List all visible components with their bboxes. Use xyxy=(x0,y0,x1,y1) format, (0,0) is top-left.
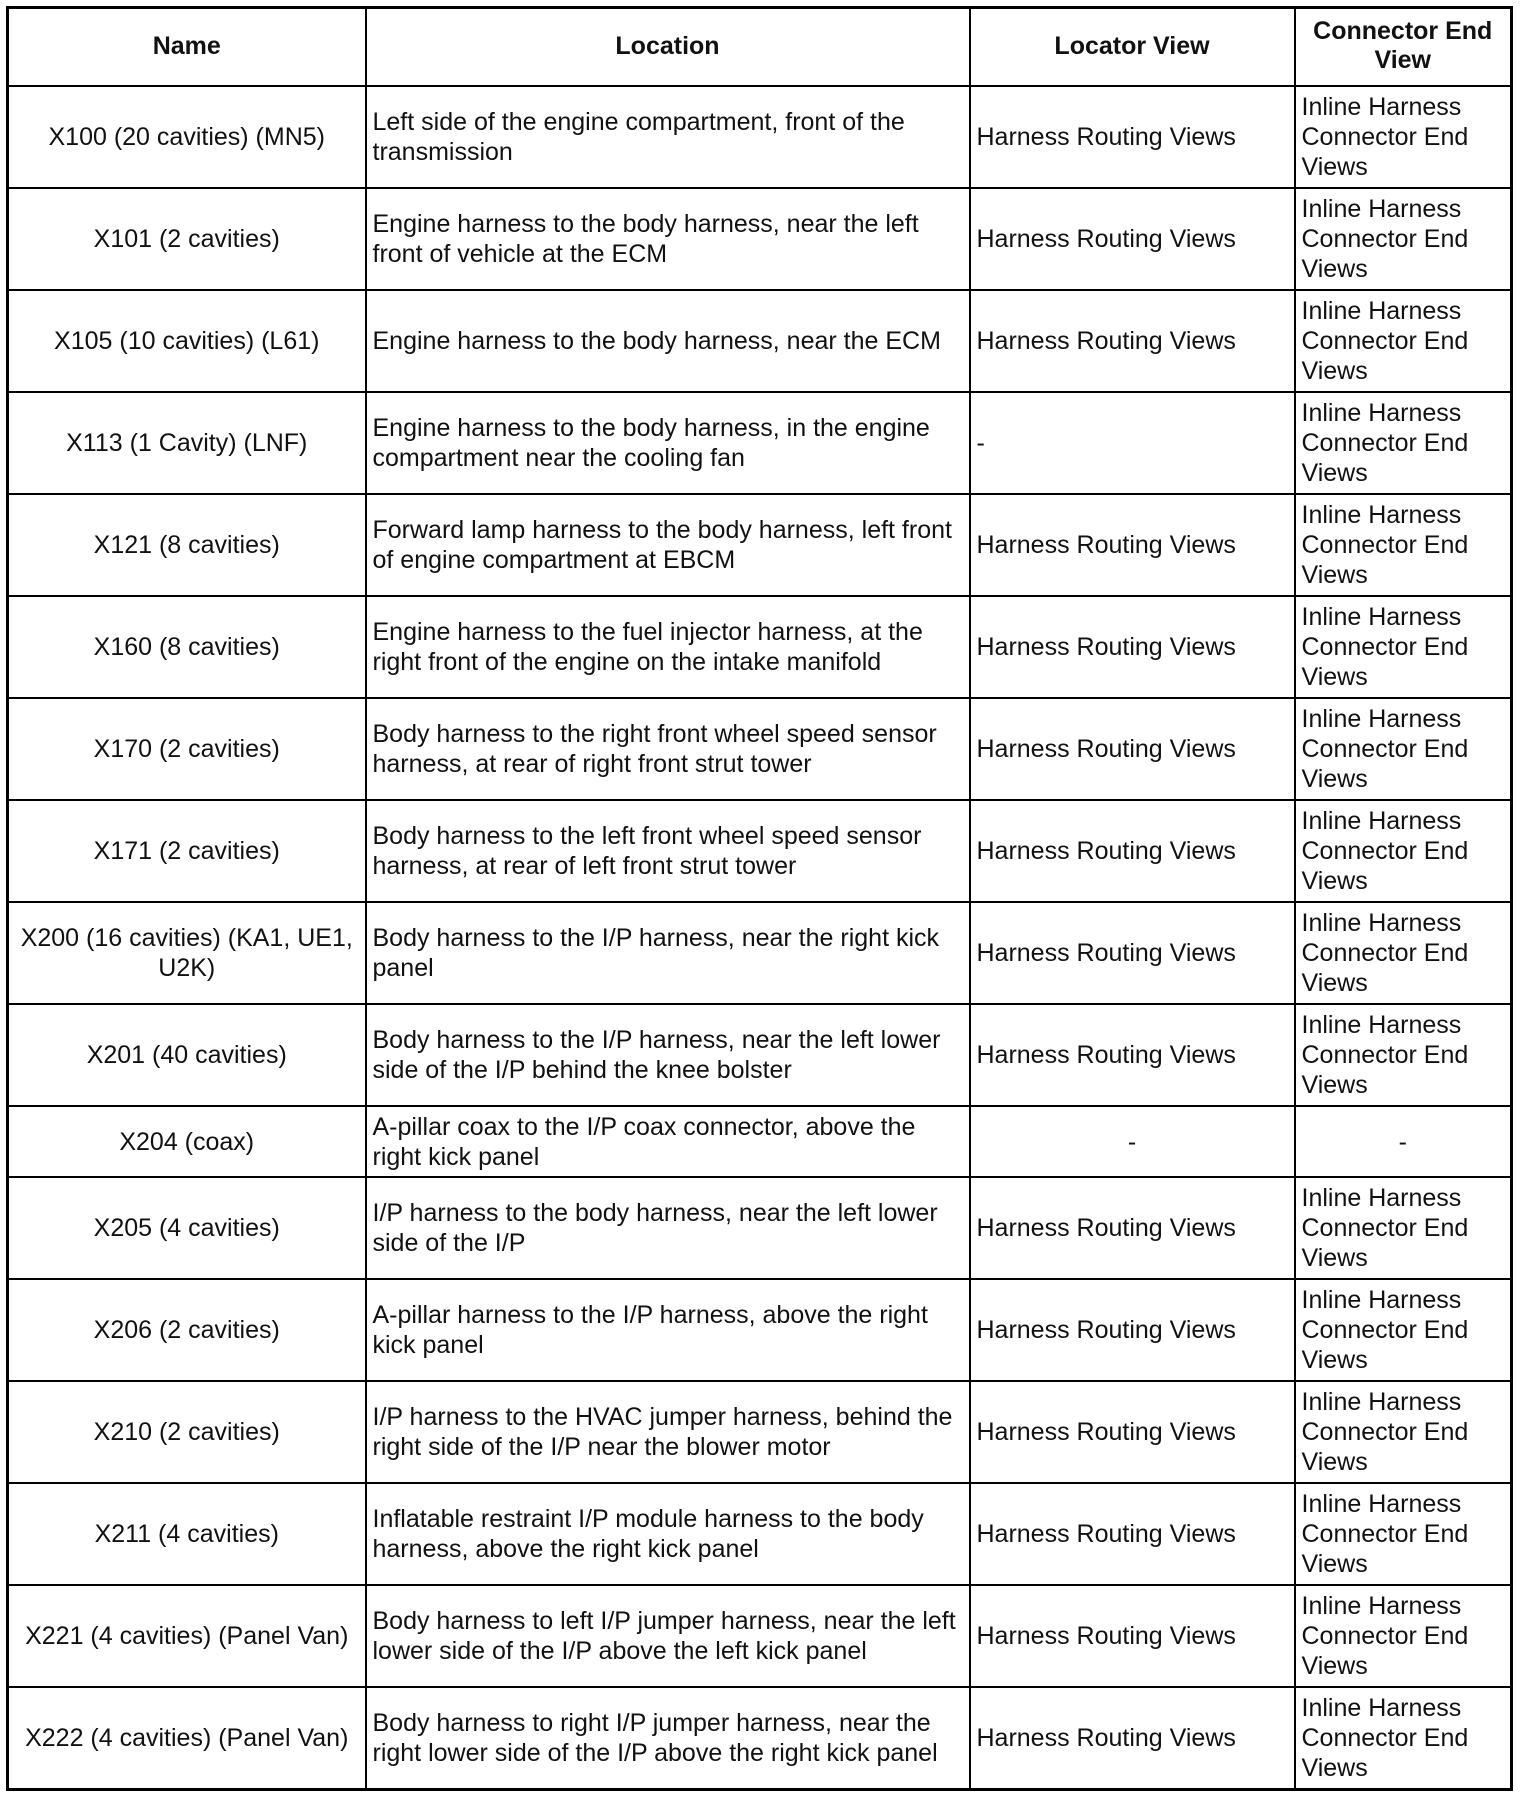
cell-name: X170 (2 cavities) xyxy=(8,698,366,800)
cell-locator-view: Harness Routing Views xyxy=(970,1279,1295,1381)
table-row xyxy=(8,188,1512,290)
cell-locator-view: - xyxy=(970,392,1295,494)
cell-name: X210 (2 cavities) xyxy=(8,1381,366,1483)
table-row xyxy=(8,1106,1512,1177)
cell-locator-view: Harness Routing Views xyxy=(970,1177,1295,1279)
cell-locator-view: Harness Routing Views xyxy=(970,596,1295,698)
cell-locator-view: Harness Routing Views xyxy=(970,1004,1295,1106)
cell-location: Engine harness to the body harness, near the left front of vehicle at the ECM xyxy=(366,188,970,290)
cell-connector-end-view: Inline Harness Connector End Views xyxy=(1295,1279,1512,1381)
cell-location: Body harness to the I/P harness, near the left lower side of the I/P behind the knee bolster xyxy=(366,1004,970,1106)
cell-locator-view: Harness Routing Views xyxy=(970,188,1295,290)
cell-name: X200 (16 cavities) (KA1, UE1, U2K) xyxy=(8,902,366,1004)
cell-locator-view: Harness Routing Views xyxy=(970,1381,1295,1483)
cell-connector-end-view: Inline Harness Connector End Views xyxy=(1295,494,1512,596)
table-row xyxy=(8,1381,1512,1483)
header-connector-end-view: Connector End View xyxy=(1295,8,1512,87)
cell-locator-view: Harness Routing Views xyxy=(970,290,1295,392)
cell-location: Engine harness to the fuel injector harness, at the right front of the engine on the intake manifold xyxy=(366,596,970,698)
cell-connector-end-view: Inline Harness Connector End Views xyxy=(1295,1177,1512,1279)
cell-location: A-pillar coax to the I/P coax connector, above the right kick panel xyxy=(366,1106,970,1177)
table-row xyxy=(8,1483,1512,1585)
cell-connector-end-view: Inline Harness Connector End Views xyxy=(1295,596,1512,698)
cell-location: Body harness to right I/P jumper harness, near the right lower side of the I/P above the right kick panel xyxy=(366,1687,970,1789)
cell-locator-view: Harness Routing Views xyxy=(970,86,1295,188)
cell-name: X113 (1 Cavity) (LNF) xyxy=(8,392,366,494)
cell-name: X222 (4 cavities) (Panel Van) xyxy=(8,1687,366,1789)
cell-name: X160 (8 cavities) xyxy=(8,596,366,698)
cell-location: I/P harness to the body harness, near the left lower side of the I/P xyxy=(366,1177,970,1279)
cell-name: X201 (40 cavities) xyxy=(8,1004,366,1106)
header-locator-view: Locator View xyxy=(970,8,1295,87)
cell-location: Left side of the engine compartment, front of the transmission xyxy=(366,86,970,188)
cell-connector-end-view: Inline Harness Connector End Views xyxy=(1295,1585,1512,1687)
cell-location: Engine harness to the body harness, in the engine compartment near the cooling fan xyxy=(366,392,970,494)
cell-locator-view: Harness Routing Views xyxy=(970,698,1295,800)
cell-connector-end-view: Inline Harness Connector End Views xyxy=(1295,188,1512,290)
cell-name: X211 (4 cavities) xyxy=(8,1483,366,1585)
cell-name: X204 (coax) xyxy=(8,1106,366,1177)
cell-name: X101 (2 cavities) xyxy=(8,188,366,290)
cell-connector-end-view: Inline Harness Connector End Views xyxy=(1295,1483,1512,1585)
cell-location: Body harness to the left front wheel speed sensor harness, at rear of left front strut tower xyxy=(366,800,970,902)
table-row xyxy=(8,290,1512,392)
cell-connector-end-view: Inline Harness Connector End Views xyxy=(1295,800,1512,902)
table-row xyxy=(8,800,1512,902)
table-row xyxy=(8,494,1512,596)
cell-connector-end-view: Inline Harness Connector End Views xyxy=(1295,698,1512,800)
cell-connector-end-view: Inline Harness Connector End Views xyxy=(1295,1687,1512,1789)
cell-locator-view: Harness Routing Views xyxy=(970,1687,1295,1789)
cell-location: Body harness to the I/P harness, near the right kick panel xyxy=(366,902,970,1004)
cell-locator-view: Harness Routing Views xyxy=(970,1585,1295,1687)
connector-table xyxy=(6,6,1513,1791)
cell-name: X121 (8 cavities) xyxy=(8,494,366,596)
table-body xyxy=(8,86,1512,1789)
cell-connector-end-view: Inline Harness Connector End Views xyxy=(1295,1381,1512,1483)
cell-connector-end-view: Inline Harness Connector End Views xyxy=(1295,290,1512,392)
cell-name: X205 (4 cavities) xyxy=(8,1177,366,1279)
cell-name: X100 (20 cavities) (MN5) xyxy=(8,86,366,188)
cell-location: Body harness to the right front wheel speed sensor harness, at rear of right front strut tower xyxy=(366,698,970,800)
table-row xyxy=(8,698,1512,800)
cell-name: X105 (10 cavities) (L61) xyxy=(8,290,366,392)
cell-location: Inflatable restraint I/P module harness to the body harness, above the right kick panel xyxy=(366,1483,970,1585)
table-row xyxy=(8,1279,1512,1381)
cell-location: Forward lamp harness to the body harness, left front of engine compartment at EBCM xyxy=(366,494,970,596)
table-row xyxy=(8,596,1512,698)
cell-connector-end-view: - xyxy=(1295,1106,1512,1177)
table-row xyxy=(8,1004,1512,1106)
cell-connector-end-view: Inline Harness Connector End Views xyxy=(1295,86,1512,188)
cell-location: A-pillar harness to the I/P harness, above the right kick panel xyxy=(366,1279,970,1381)
cell-locator-view: Harness Routing Views xyxy=(970,1483,1295,1585)
cell-name: X206 (2 cavities) xyxy=(8,1279,366,1381)
table-row xyxy=(8,1687,1512,1789)
table-row xyxy=(8,392,1512,494)
cell-location: Engine harness to the body harness, near the ECM xyxy=(366,290,970,392)
cell-location: I/P harness to the HVAC jumper harness, behind the right side of the I/P near the blower motor xyxy=(366,1381,970,1483)
cell-connector-end-view: Inline Harness Connector End Views xyxy=(1295,902,1512,1004)
cell-locator-view: Harness Routing Views xyxy=(970,800,1295,902)
cell-name: X171 (2 cavities) xyxy=(8,800,366,902)
cell-name: X221 (4 cavities) (Panel Van) xyxy=(8,1585,366,1687)
cell-locator-view: Harness Routing Views xyxy=(970,494,1295,596)
header-location: Location xyxy=(366,8,970,87)
table-row xyxy=(8,902,1512,1004)
table-row xyxy=(8,86,1512,188)
cell-location: Body harness to left I/P jumper harness, near the left lower side of the I/P above the left kick panel xyxy=(366,1585,970,1687)
connector-table-container xyxy=(6,6,1510,1791)
cell-connector-end-view: Inline Harness Connector End Views xyxy=(1295,1004,1512,1106)
cell-locator-view: - xyxy=(970,1106,1295,1177)
cell-connector-end-view: Inline Harness Connector End Views xyxy=(1295,392,1512,494)
table-row xyxy=(8,1177,1512,1279)
header-row xyxy=(8,8,1512,87)
cell-locator-view: Harness Routing Views xyxy=(970,902,1295,1004)
table-row xyxy=(8,1585,1512,1687)
header-name: Name xyxy=(8,8,366,87)
